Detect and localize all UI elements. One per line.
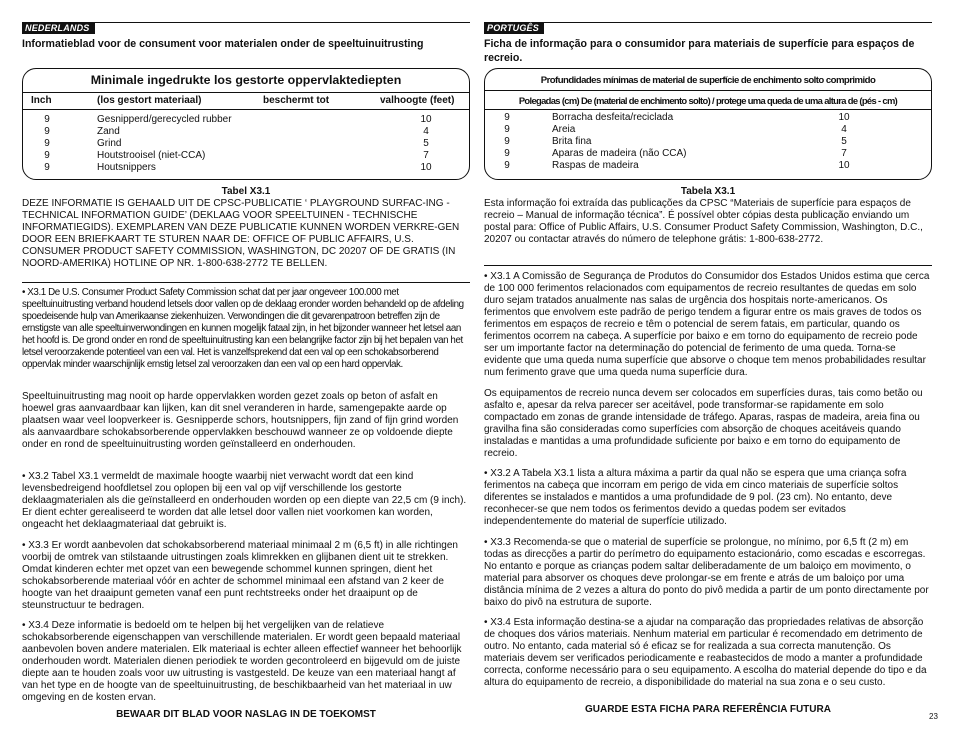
- cell-material: Houtsnippers: [97, 162, 156, 173]
- cell-depth: 9: [44, 126, 50, 137]
- cell-material: Borracha desfeita/reciclada: [552, 112, 674, 123]
- header-material: (los gestort materiaal): [97, 95, 202, 106]
- paragraph-x3-3: • X3.3 Er wordt aanbevolen dat schokabsorberend materiaal minimaal 2 m (6,5 ft) in alle richtingen voorbij de omtrek van stilstaande uitrustingen zoals klimrekken en glijbanen dient uit te strekken. Omdat kinderen echter met opzet van een bewegende schommel kunnen springen, dient het schokabsorberende materiaal vóór en achter de schommel minimaal een afstand van 2 keer de hoogte van het draaipunt gemeten vanaf een punt rechtstreeks onder het draaipunt op de steunstructuur te bedragen.: [22, 540, 458, 611]
- table-divider: [485, 90, 931, 91]
- cell-material: Zand: [97, 126, 120, 137]
- document-title: Informatieblad voor de consument voor materialen onder de speeltuinuitrusting: [22, 38, 424, 50]
- header-inch: Inch: [31, 95, 52, 106]
- table-row: [23, 150, 469, 162]
- cell-height: 4: [423, 126, 429, 137]
- table-row: [23, 126, 469, 138]
- paragraph-x3-3: • X3.3 Recomenda-se que o material de superfície se prolongue, no mínimo, por 6,5 ft (2 m) em todas as direcções a partir do perímetro do equipamento estacionário, como escadas e escorregas. No entanto e porque as crianças podem saltar deliberadamente de um baloiço em movimento, o material para absorver os choques deve prolongar-se em frente e atrás de um baloiço por uma distância mínima de 2 vezes a altura do ponto do pivô medida a partir de um ponto directamente por baixo do pivô na estrutura de suporte.: [484, 537, 929, 608]
- cell-depth: 9: [44, 138, 50, 149]
- header-protects: beschermt tot: [263, 95, 330, 106]
- table-row: [23, 162, 469, 174]
- header-fall-height: valhoogte (feet): [380, 95, 455, 106]
- cell-material: Raspas de madeira: [552, 160, 639, 171]
- cell-depth: 9: [504, 160, 510, 171]
- cell-height: 7: [841, 148, 847, 159]
- page-number: 23: [929, 712, 938, 721]
- cell-height: 5: [423, 138, 429, 149]
- cell-height: 7: [423, 150, 429, 161]
- cell-height: 10: [420, 114, 432, 125]
- cell-depth: 9: [44, 150, 50, 161]
- section-divider: [22, 282, 470, 283]
- paragraph-surfaces: Os equipamentos de recreio nunca devem ser colocados em superfícies duras, tais como betão ou asfalto e, apesar da relva parecer ser aceitável, pode transformar-se rapidamente em solo compactado em zonas de grande intensidade de tráfego. Aparas, raspas de madeira, areia fina ou gravilha fina são consideradas como superfícies com absorção de choques aceitáveis quando instaladas e mantidas a uma profundidade suficiente por baixo e em torno do equipamento de recreio.: [484, 388, 923, 459]
- cell-height: 5: [841, 136, 847, 147]
- paragraph-x3-1: • X3.1 A Comissão de Segurança de Produtos do Consumidor dos Estados Unidos estima que cerca de 100 000 ferimentos relacionados com equipamentos de recreio resultantes de quedas em solo duro sejam tratados anualmente nas salas de urgência dos hospitais norte-americanos. Os ferimentos que envolvem este padrão de perigo tendem a figurar entre os mais graves de todos os ferimentos em espaços de recreio e têm o potencial de serem fatais, em particular, quando os ferimentos ocorrem na cabeça. A superfície por baixo e em torno do equipamento de recreio pode ser um importante factor na determinação do potencial de ferimento de uma queda. Torna-se evidente que uma queda numa superfície que absorve o choque tem menos probabilidades resultar num ferimento grave que uma queda numa superfície dura.: [484, 271, 930, 378]
- cell-height: 4: [841, 124, 847, 135]
- table-row: [485, 136, 931, 148]
- language-bar: [22, 22, 470, 33]
- paragraph-x3-2: • X3.2 Tabel X3.1 vermeldt de maximale hoogte waarbij niet verwacht wordt dat een kind levensbedreigend hoofdletsel zou oplopen bij een val op vijf verschillende los gestorte deklaagmaterialen als die geïnstalleerd en onderhouden worden op een diepte van 22,5 cm (9 inch). Er dient echter gerealiseerd te worden dat alle letsel door vallen niet voorkomen kan worden, ongeacht het deklaagmateriaal dat gebruikt is.: [22, 471, 467, 530]
- cell-depth: 9: [504, 112, 510, 123]
- table-caption: Tabel X3.1: [221, 186, 271, 197]
- table-caption: Tabela X3.1: [680, 186, 736, 197]
- paragraph-surfaces: Speeltuinuitrusting mag nooit op harde oppervlakken worden gezet zoals op beton of asfalt en hoewel gras aanvaardbaar kan lijken, kan dit snel veranderen in harde, samengepakte aarde op plaatsen waar veel loopverkeer is. Gesnipperde schors, houtsnippers, fijn zand of fijn grind worden als aanvaardbare schokabsorberende oppervlakken beschouwd wanneer ze op voldoende diepte onder en rond de speeltuinuitrusting worden geïnstalleerd en onderhouden.: [22, 391, 459, 450]
- table-title: Profundidades mínimas de material de superfície de enchimento solto comprimido: [540, 75, 876, 86]
- table-row: [485, 124, 931, 136]
- cell-material: Brita fina: [552, 136, 592, 147]
- cell-material: Gesnipperd/gerecycled rubber: [97, 114, 232, 125]
- cell-depth: 9: [44, 162, 50, 173]
- section-divider: [484, 265, 932, 266]
- language-bar: [484, 22, 932, 33]
- paragraph-x3-4: • X3.4 Esta informação destina-se a ajudar na comparação das propriedades relativas de absorção de choques dos vários materiais. Nenhum material em particular é recomendado em detrimento de outro. No entanto, cada material só é eficaz se for realizada a sua correcta manutenção. Os materiais devem ser verificados periodicamente e reabastecidos de modo a manter a profundidade correcta, conforme necessário para o seu equipamento. A escolha do material depende do tipo e da altura do equipamento de recreio, a disponibilidade do material na sua zona e o seu custo.: [484, 617, 927, 688]
- table-divider: [23, 92, 469, 93]
- depth-table: [484, 68, 932, 180]
- table-title: Minimale ingedrukte los gestorte oppervlaktediepten: [90, 73, 402, 87]
- source-info: Esta informação foi extraída das publicações da CPSC “Materiais de superfície para espaços de recreio – Manual de informação técnica”. É possível obter cópias desta publicação enviando um postal para: Office of Public Affairs, U.S. Consumer Product Safety Commission, Washington, D.C., 20207 ou contactar através do número de telephone grátis: 1-800-638-2772.: [484, 198, 923, 245]
- cell-material: Houtstrooisel (niet-CCA): [97, 150, 206, 161]
- cell-height: 10: [420, 162, 432, 173]
- cell-height: 10: [838, 160, 850, 171]
- cell-depth: 9: [44, 114, 50, 125]
- language-tag: NEDERLANDS: [22, 23, 95, 34]
- table-row: [485, 148, 931, 160]
- table-row: [485, 160, 931, 172]
- cell-depth: 9: [504, 148, 510, 159]
- table-divider: [23, 109, 469, 110]
- source-info: DEZE INFORMATIE IS GEHAALD UIT DE CPSC-PUBLICATIE ‘ PLAYGROUND SURFAC-ING - TECHNICAL INFORMATION GUIDE’ (DEKLAAG VOOR SPEELTUINEN - TECHNISCHE INFORMATIEGIDS). EXEMPLAREN VAN DEZE PUBLICATIE KUNNEN WORDEN VERKRE-GEN DOOR EEN BRIEFKAART TE STUREN NAAR DE: OFFICE OF PUBLIC AFFAIRS, U.S. CONSUMER PRODUCT SAFETY COMMISSION, WASHINGTON, DC 20207 OF DE GRATIS (IN NOORD-AMERIKA) HOTLINE OP NR. 1-800-638-2772 TE BELLEN.: [22, 198, 460, 269]
- table-row: [23, 138, 469, 150]
- cell-height: 10: [838, 112, 850, 123]
- depth-table: [22, 68, 470, 180]
- table-row: [23, 114, 469, 126]
- table-row: [485, 112, 931, 124]
- paragraph-x3-4: • X3.4 Deze informatie is bedoeld om te helpen bij het vergelijken van de relatieve schokabsorberende eigenschappen van verschillende materialen. Er wordt geen bepaald materiaal aanbevolen boven andere materialen. Elk materiaal is echter alleen effectief wanneer het behoorlijk onderhouden wordt. Materialen dienen periodiek te worden gecontroleerd en bijgevuld om de juiste diepte aan te houden zoals voor uw uitrusting is vastgesteld. De keuze van een materiaal hangt af van het type en de hoogte van de speeltuinuitrusting, de beschikbaarheid van het materiaal in uw omgeving en de kosten ervan.: [22, 620, 462, 703]
- paragraph-x3-2: • X3.2 A Tabela X3.1 lista a altura máxima a partir da qual não se espera que uma criança sofra ferimentos na cabeça que incorram em perigo de vida em cinco materiais de superfície soltos diferentes se instalados e mantidos a uma profundidade de 9 pol. (23 cm). No entanto, deve reconhecer-se que nem todos os ferimentos devido a quedas podem ser evitados independentemente do material de superfície utilizado.: [484, 468, 907, 527]
- cell-material: Areia: [552, 124, 576, 135]
- cell-material: Aparas de madeira (não CCA): [552, 148, 687, 159]
- table-header: Polegadas (cm) De (material de enchimento solto) / protege uma queda de uma altura de (pés - cm): [518, 95, 898, 106]
- cell-material: Grind: [97, 138, 122, 149]
- document-title: Ficha de informação para o consumidor para materiais de superfície para espaços de recreio.: [484, 38, 915, 64]
- paragraph-x3-1: • X3.1 De U.S. Consumer Product Safety Commission schat dat per jaar ongeveer 100.000 met speeltuinuitrusting verband houdend letsels door vallen op de deklaag eronder worden behandeld op de afdeling spoedeisende hulp van Amerikaanse ziekenhuizen. Verwondingen die dit gevarenpatroon betreffen zijn de ernstigste van alle speeltuinverwondingen en kunnen mogelijk fataal zijn, in het bijzonder wanneer het letsel aan het hoofd is. De grond onder en rond de speeltuinuitrusting kan een belangrijke factor zijn bij het bepalen van het letsel veroorzakende potentieel van een val. Het is vanzelfsprekend dat een val op een schokabsorberend oppervlak minder waarschijnlijk ernstig letsel zal veroorzaken dan een val op een hard oppervlak.: [22, 287, 464, 370]
- footer-note: BEWAAR DIT BLAD VOOR NASLAG IN DE TOEKOMST: [116, 709, 376, 720]
- language-tag: PORTUGÊS: [484, 23, 544, 34]
- cell-depth: 9: [504, 136, 510, 147]
- cell-depth: 9: [504, 124, 510, 135]
- table-divider: [485, 109, 931, 110]
- footer-note: GUARDE ESTA FICHA PARA REFERÊNCIA FUTURA: [585, 704, 831, 715]
